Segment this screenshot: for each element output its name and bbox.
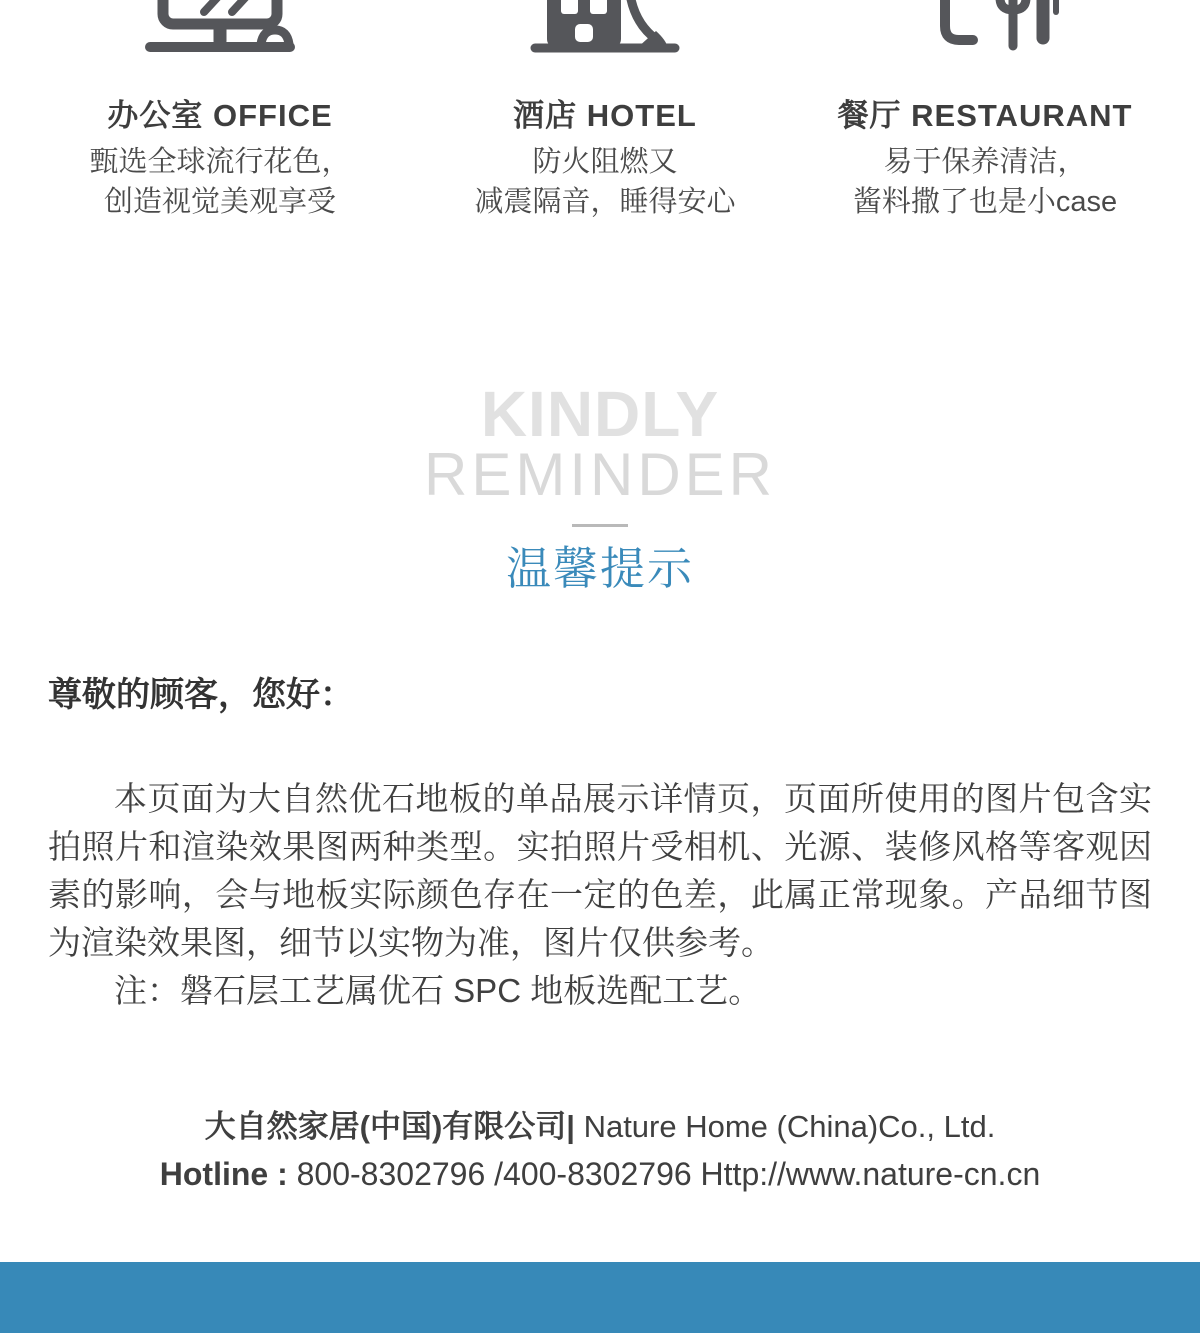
kindly-watermark-line1: KINDLY [480,378,720,450]
feature-restaurant-desc: 易于保养清洁， 酱料撒了也是小case [852,146,1118,218]
customer-greeting: 尊敬的顾客，您好： [48,676,354,714]
feature-columns [0,0,1200,222]
fork-knife-restaurant-icon [770,0,1200,56]
notice-section [0,677,1200,1015]
feature-office [0,0,440,222]
feature-restaurant [770,0,1200,222]
kindly-watermark-line2: REMINDER [423,441,776,508]
hotel-building-bed-icon [440,0,770,56]
company-footer [0,1111,1200,1191]
company-name-cn: 大自然家居(中国)有限公司| [204,1109,575,1144]
company-name-en: Nature Home (China)Co., Ltd. [574,1109,996,1144]
feature-office-title: 办公室 OFFICE [107,98,333,133]
feature-hotel-title: 酒店 HOTEL [513,98,697,133]
notice-paragraph: 本页面为大自然优石地板的单品展示详情页，页面所使用的图片包含实拍照片和渲染效果图两种类型。实拍照片受相机、光源、装修风格等客观因素的影响，会与地板实际颜色存在一定的色差，此属正常现象。产品细节图为渲染效果图，细节以实物为准，图片仅供参考。 [48,780,1152,961]
hotline-numbers-url: 800-8302796 /400-8302796 Http://www.nature-cn.cn [287,1156,1041,1192]
notice-note: 注：磐石层工艺属优石 SPC 地板选配工艺。 [114,972,762,1009]
feature-hotel-desc: 防火阻燃又 减震隔音，睡得安心 [474,146,736,218]
bottom-blue-bar [0,1262,1200,1333]
hotline-line [0,1157,1200,1191]
section-divider [572,524,628,527]
feature-office-desc: 甄选全球流行花色， 创造视觉美观享受 [89,146,351,218]
hotline-label: Hotline : [159,1156,288,1192]
feature-hotel [440,0,770,222]
feature-restaurant-title: 餐厅 RESTAURANT [837,98,1133,133]
company-name-line [0,1111,1200,1143]
desktop-computer-icon [0,0,440,56]
warm-reminder-title: 温馨提示 [505,543,694,594]
